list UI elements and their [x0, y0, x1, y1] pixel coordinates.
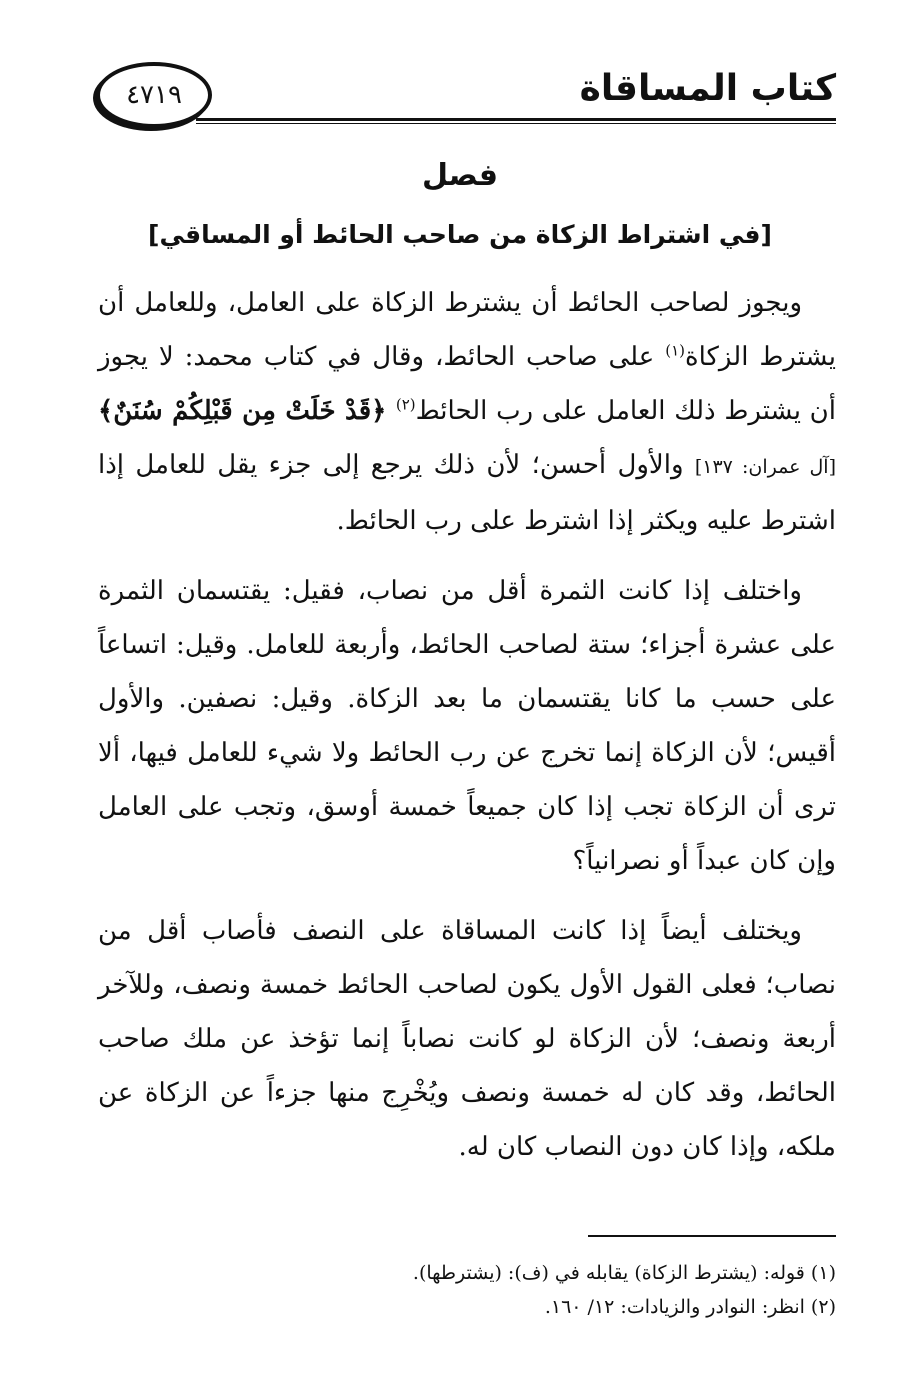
quran-verse: ﴿قَدْ خَلَتْ مِن قَبْلِكُمْ سُنَنٌ﴾ — [98, 396, 396, 426]
header-rule-thin — [196, 123, 836, 124]
page-number: ٤٧١٩ — [126, 80, 182, 110]
footnote-2: (٢) انظر: النوادر والزيادات: ١٢/ ١٦٠. — [544, 1296, 836, 1318]
paragraph-1-text-a: ويجوز لصاحب الحائط أن يشترط الزكاة على العامل، وللعامل أن يشترط الزكاة — [98, 288, 836, 372]
section-title: فصل — [422, 158, 498, 193]
book-title: كتاب المساقاة — [579, 68, 836, 109]
paragraph-1 — [98, 276, 836, 548]
section-subtitle: [في اشتراط الزكاة من صاحب الحائط أو المساقي] — [148, 220, 772, 249]
footnote-separator — [588, 1235, 836, 1237]
footnote-ref-2: (٢) — [395, 395, 416, 414]
paragraph-1-text-c: والأول أحسن؛ لأن ذلك يرجع إلى جزء يقل للعامل إذا اشترط عليه ويكثر إذا اشترط على رب الحائط. — [98, 450, 836, 536]
verse-reference: [آل عمران: ١٣٧] — [694, 456, 837, 478]
header-rule — [196, 118, 836, 121]
body-text — [98, 276, 836, 1190]
paragraph-1-text-b: على صاحب الحائط، وقال في كتاب محمد: لا يجوز أن يشترط ذلك العامل على رب الحائط — [98, 342, 836, 426]
paragraph-3: ويختلف أيضاً إذا كانت المساقاة على النصف فأصاب أقل من نصاب؛ فعلى القول الأول يكون لصاحب الحائط خمسة ونصف، وللآخر أربعة ونصف؛ لأن الزكاة لو كانت نصاباً إنما تؤخذ عن ملك صاحب الحائط، وقد كان له خمسة ونصف ويُخْرِج منها جزءاً عن الزكاة عن ملكه، وإذا كان دون النصاب كان له. — [98, 916, 836, 1162]
page-number-badge — [96, 62, 212, 128]
footnotes — [96, 1256, 836, 1324]
footnote-ref-1: (١) — [665, 341, 685, 360]
paragraph-2: واختلف إذا كانت الثمرة أقل من نصاب، فقيل: يقتسمان الثمرة على عشرة أجزاء؛ ستة لصاحب الحائط، وأربعة للعامل. وقيل: اتساعاً على حسب ما كانا يقتسمان ما بعد الزكاة. وقيل: نصفين. والأول أقيس؛ لأن الزكاة إنما تخرج عن رب الحائط ولا شيء للعامل فيها، ألا ترى أن الزكاة تجب إذا كان جميعاً خمسة أوسق، وتجب على العامل وإن كان عبداً أو نصرانياً؟ — [98, 576, 836, 876]
page-header — [96, 62, 836, 132]
footnote-1: (١) قوله: (يشترط الزكاة) يقابله في (ف): (يشترطها). — [412, 1262, 836, 1284]
